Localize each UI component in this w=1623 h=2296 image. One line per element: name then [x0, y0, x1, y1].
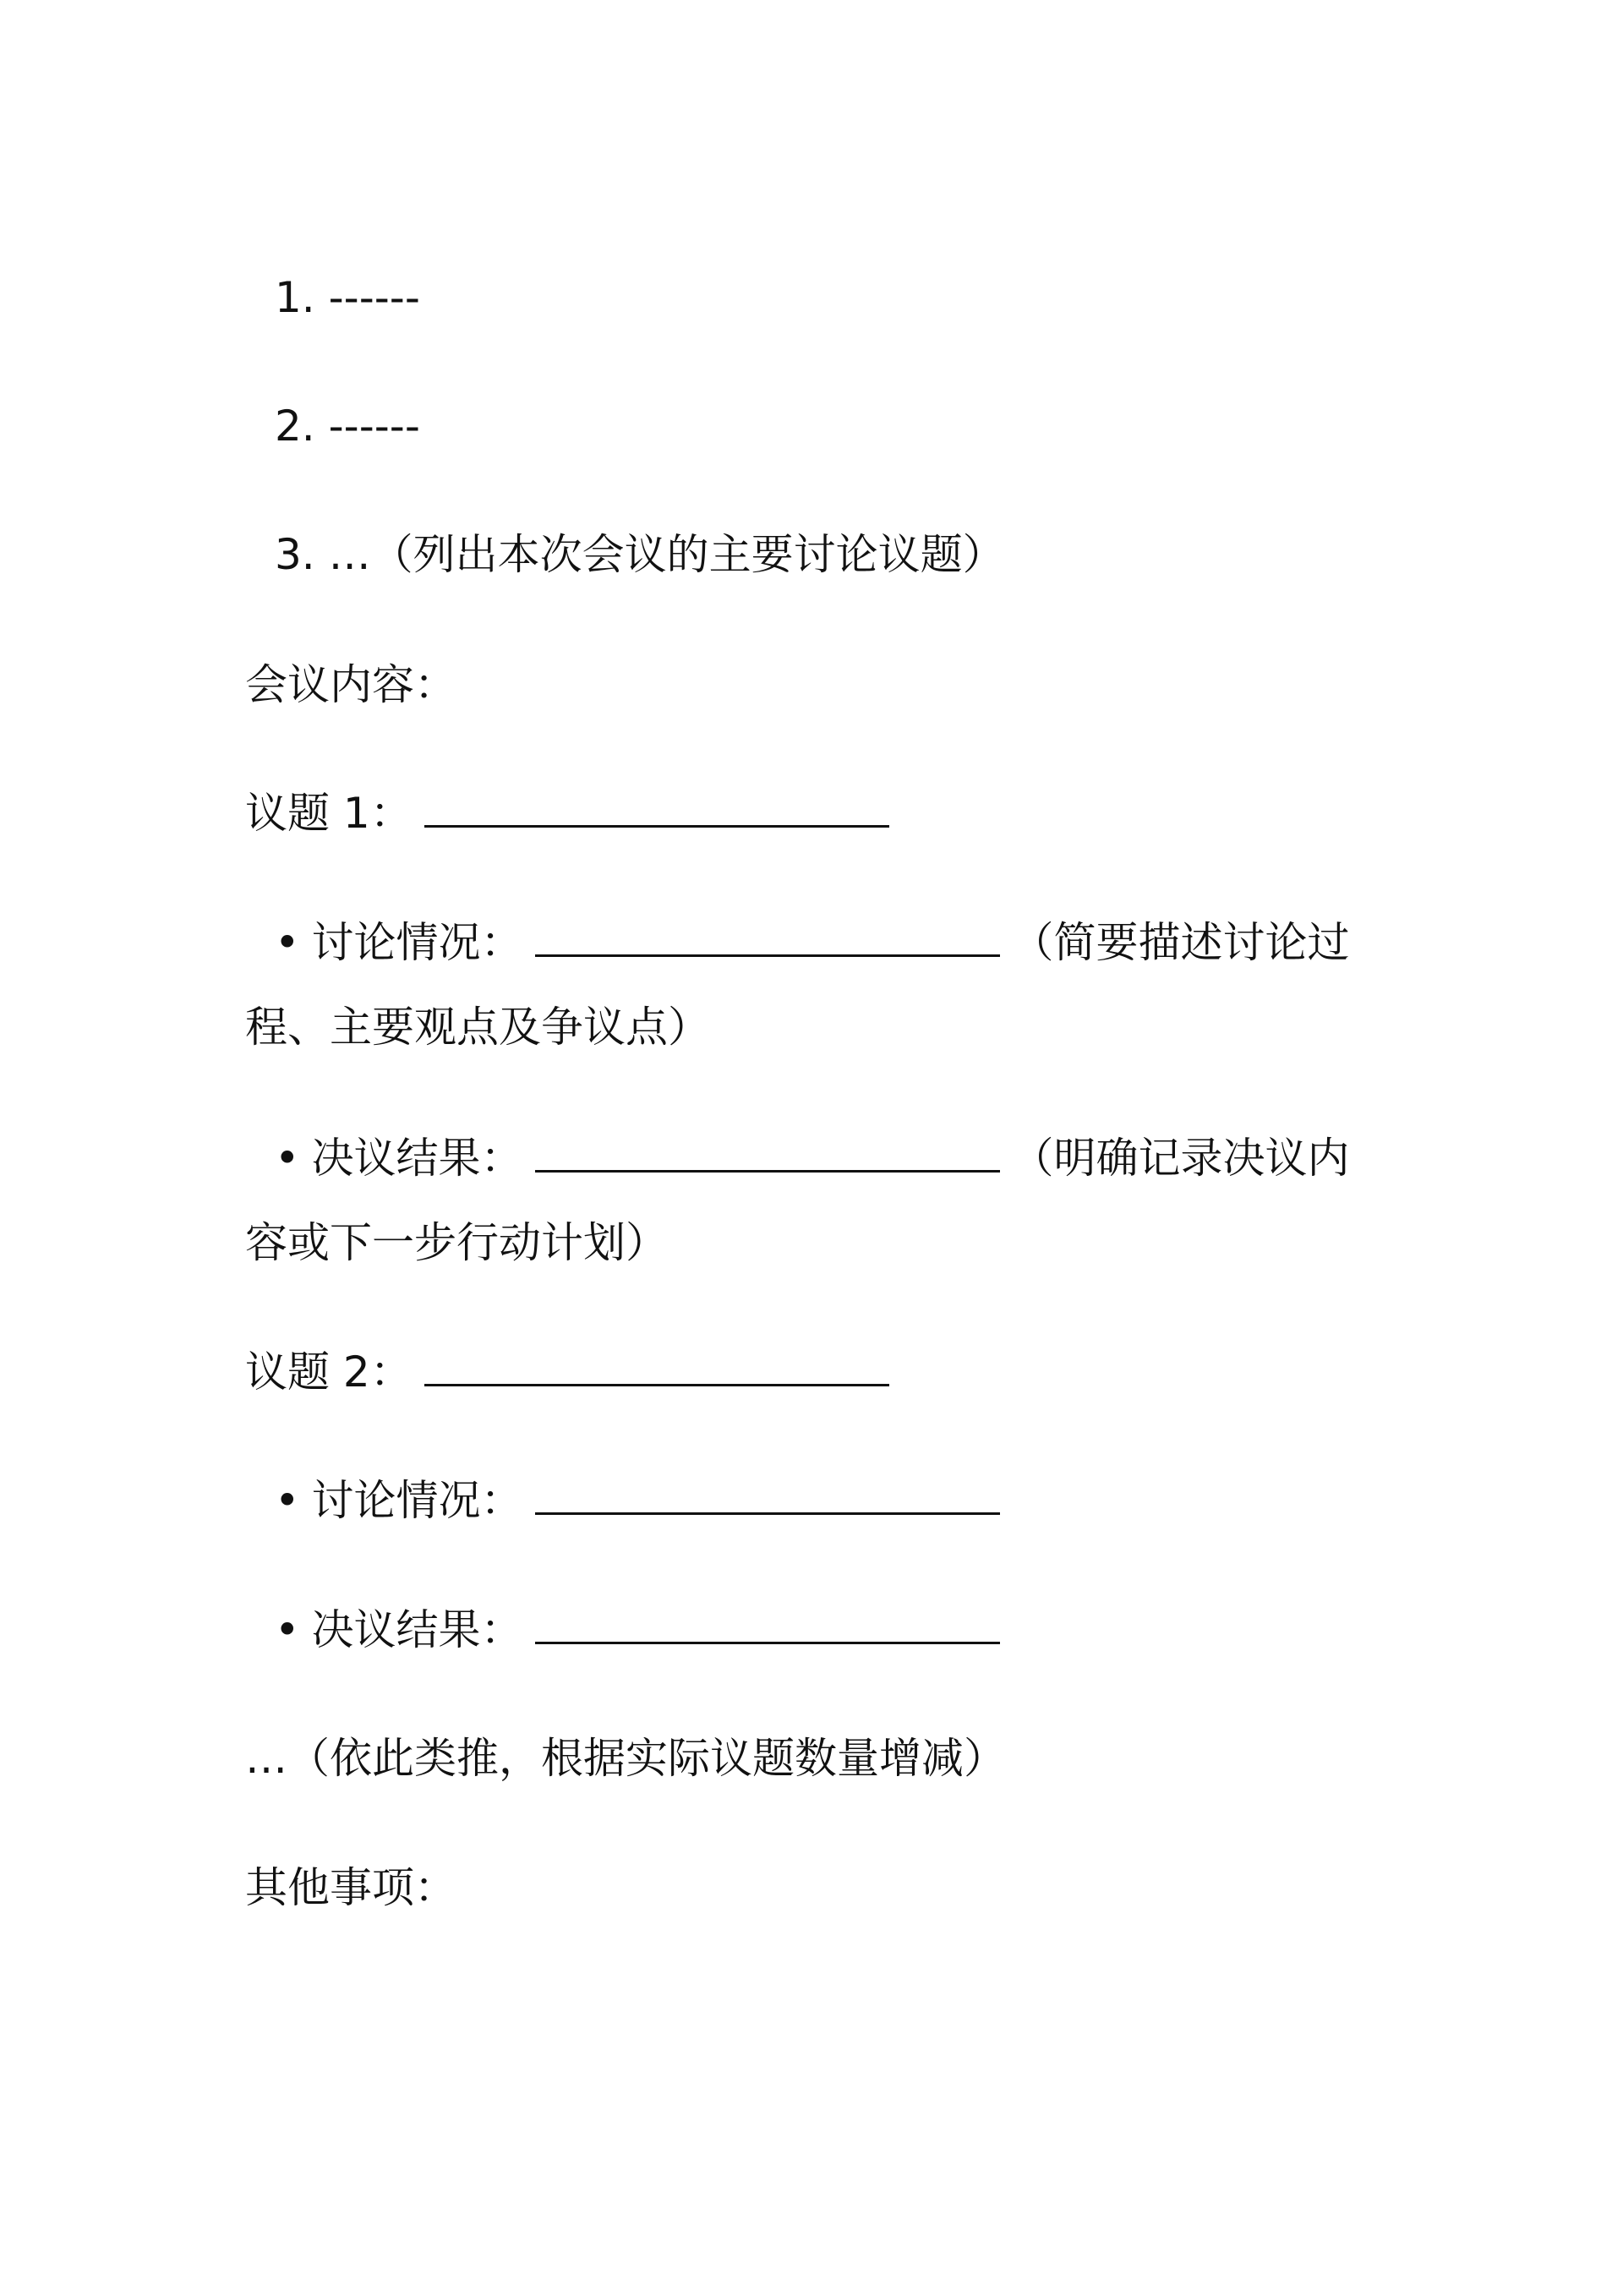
resolution-blank[interactable] — [535, 1133, 1000, 1173]
bullet-icon: • — [275, 1605, 300, 1654]
topic-2-resolution-row — [275, 1604, 1012, 1655]
topic-1-resolution-row — [275, 1133, 1350, 1184]
topic-title: 议题 2： — [245, 1348, 413, 1397]
topic-2-discussion-row — [275, 1475, 1012, 1526]
bullet-icon: • — [275, 1476, 300, 1525]
agenda-item-3 — [275, 529, 1005, 580]
resolution-note: （明确记录决议内 — [1011, 1134, 1350, 1183]
bullet-icon: • — [275, 918, 300, 967]
topic-1-title-row — [245, 788, 901, 839]
resolution-label: 决议结果： — [311, 1605, 523, 1654]
agenda-item-text: ------ — [328, 402, 420, 451]
resolution-label: 决议结果： — [311, 1134, 523, 1183]
discussion-label: 讨论情况： — [311, 1476, 523, 1525]
topic-1-resolution-note-cont: 容或下一步行动计划） — [245, 1218, 668, 1267]
topic-1-discussion-note-cont: 程、主要观点及争议点） — [245, 1003, 710, 1052]
topic-title: 议题 1： — [245, 789, 413, 838]
other-heading: 其他事项： — [245, 1863, 456, 1912]
agenda-item-number: 2. — [275, 402, 315, 451]
topic-title-blank[interactable] — [424, 1347, 889, 1386]
content-heading: 会议内容： — [245, 660, 456, 709]
topic-title-blank[interactable] — [424, 788, 889, 828]
resolution-blank[interactable] — [535, 1604, 1000, 1644]
agenda-item-2 — [275, 401, 420, 451]
agenda-item-text: ------ — [328, 273, 420, 322]
agenda-item-number: 1. — [275, 273, 315, 322]
discussion-blank[interactable] — [535, 917, 1000, 957]
topic-1-discussion-row — [275, 917, 1350, 968]
discussion-blank[interactable] — [535, 1475, 1000, 1515]
agenda-item-number: 3. — [275, 530, 315, 579]
topic-2-title-row — [245, 1347, 901, 1397]
agenda-item-text: …（列出本次会议的主要讨论议题） — [328, 530, 1005, 579]
discussion-label: 讨论情况： — [311, 918, 523, 967]
discussion-note: （简要描述讨论过 — [1011, 918, 1350, 967]
agenda-item-1 — [275, 272, 420, 323]
etc-note: …（依此类推，根据实际议题数量增减） — [245, 1734, 1006, 1783]
bullet-icon: • — [275, 1134, 300, 1183]
